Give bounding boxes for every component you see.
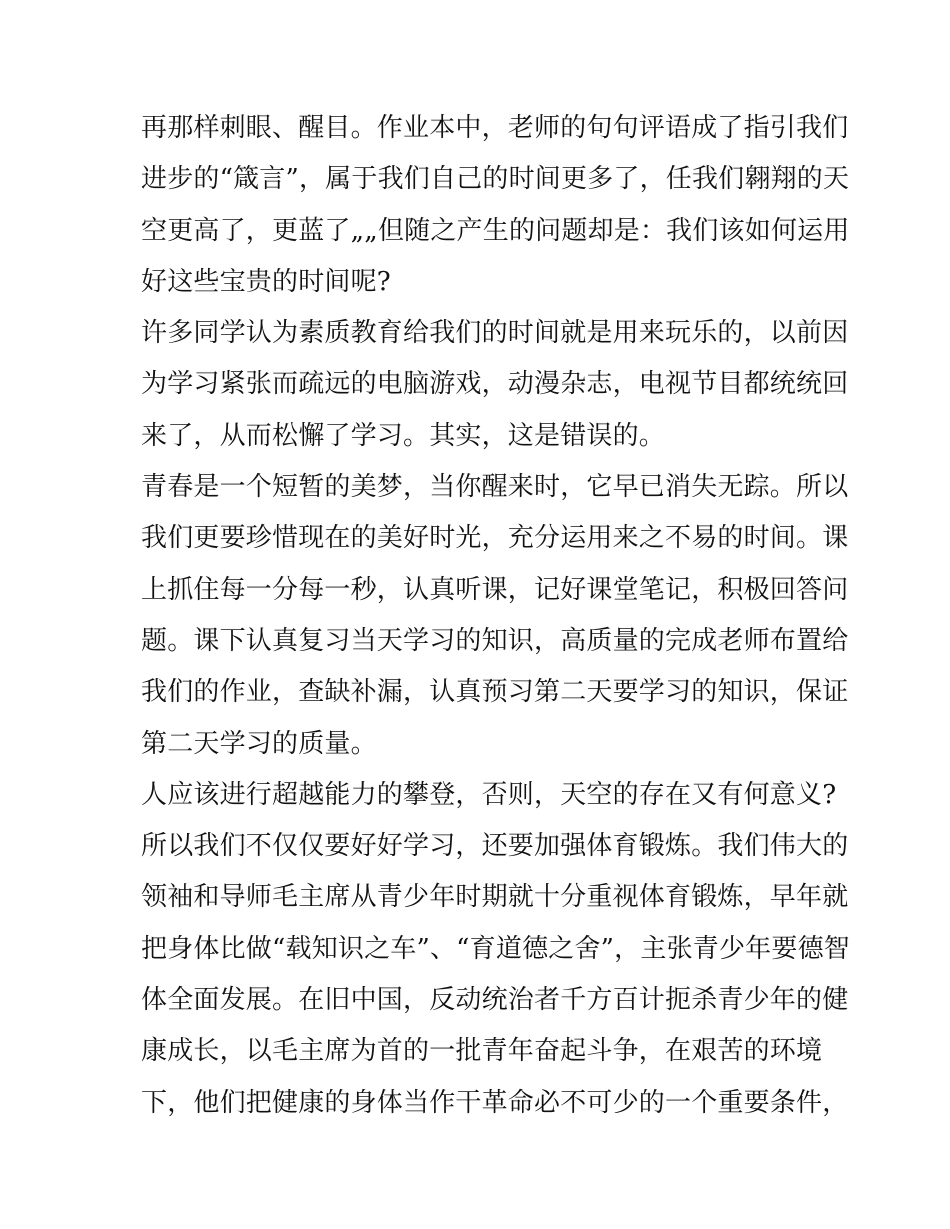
text-line: 人应该进行超越能力的攀登，否则，天空的存在又有何意义? bbox=[141, 779, 837, 810]
text-line: 题。课下认真复习当天学习的知识，高质量的完成老师布置给 bbox=[141, 625, 849, 656]
text-line: 康成长，以毛主席为首的一批青年奋起斗争，在艰苦的环境 bbox=[141, 1036, 823, 1067]
text-line: 进步的“箴言”，属于我们自己的时间更多了，任我们翱翔的天 bbox=[141, 164, 850, 195]
text-line: 上抓住每一分每一秒，认真听课，记好课堂笔记，积极回答问 bbox=[141, 574, 849, 605]
text-line: 我们的作业，查缺补漏，认真预习第二天要学习的知识，保证 bbox=[141, 677, 849, 708]
text-line: 许多同学认为素质教育给我们的时间就是用来玩乐的，以前因 bbox=[141, 318, 849, 349]
text-line: 第二天学习的质量。 bbox=[141, 728, 377, 759]
text-line: 我们更要珍惜现在的美好时光，充分运用来之不易的时间。课 bbox=[141, 523, 849, 554]
text-line: 青春是一个短暂的美梦，当你醒来时，它早已消失无踪。所以 bbox=[141, 472, 849, 503]
body-text bbox=[141, 103, 850, 1129]
text-line: 为学习紧张而疏远的电脑游戏，动漫杂志，电视节目都统统回 bbox=[141, 369, 849, 400]
text-line: 把身体比做“载知识之车”、“育道德之舍”，主张青少年要德智 bbox=[141, 933, 850, 964]
text-line: 再那样刺眼、醒目。作业本中，老师的句句评语成了指引我们 bbox=[141, 113, 849, 143]
text-line: 来了，从而松懈了学习。其实，这是错误的。 bbox=[141, 420, 666, 451]
text-line: 领袖和导师毛主席从青少年时期就十分重视体育锻炼，早年就 bbox=[141, 882, 849, 913]
text-line: 好这些宝贵的时间呢? bbox=[141, 266, 391, 297]
text-line: 体全面发展。在旧中国，反动统治者千方百计扼杀青少年的健 bbox=[141, 985, 849, 1016]
text-line: 下，他们把健康的身体当作干革命必不可少的一个重要条件， bbox=[141, 1087, 849, 1118]
text-line: 空更高了，更蓝了„„但随之产生的问题却是：我们该如何运用 bbox=[141, 215, 850, 246]
text-line: 所以我们不仅仅要好好学习，还要加强体育锻炼。我们伟大的 bbox=[141, 831, 849, 862]
